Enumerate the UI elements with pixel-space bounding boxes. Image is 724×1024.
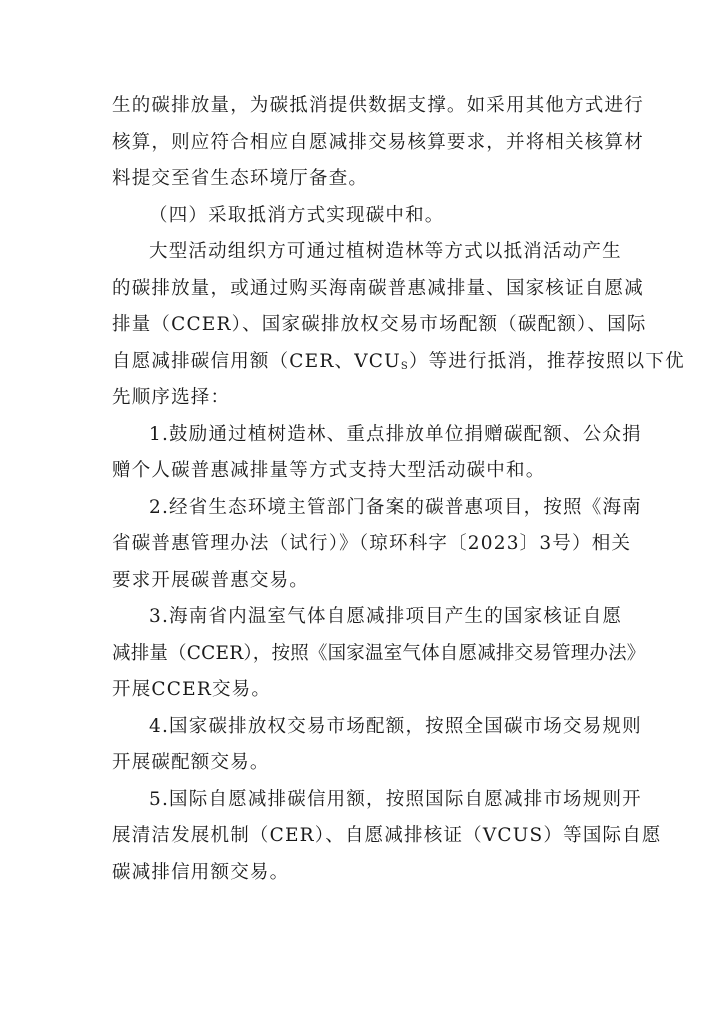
- item-4: [112, 709, 642, 782]
- section-heading: （四）采取抵消方式实现碳中和。: [149, 204, 445, 226]
- text-line: 减排量（CCER），按照《国家温室气体自愿减排交易管理办法》: [112, 642, 646, 664]
- section-heading-4: [112, 198, 622, 235]
- text-line: 4.国家碳排放权交易市场配额，按照全国碳市场交易规则: [149, 715, 642, 737]
- text-line: 排量（CCER）、国家碳排放权交易市场配额（碳配额）、国际: [112, 314, 647, 335]
- text-line: 的碳排放量，或通过购买海南碳普惠减排量、国家核证自愿减: [112, 277, 644, 299]
- text-line: 赠个人碳普惠减排量等方式支持大型活动碳中和。: [112, 460, 546, 481]
- text-segment: ）等进行抵消，推荐按照以下优: [408, 350, 685, 372]
- text-line: 大型活动组织方可通过植树造林等方式以抵消活动产生: [149, 241, 622, 262]
- subscript: S: [400, 360, 409, 372]
- text-line: 碳减排信用额交易。: [112, 861, 290, 883]
- text-line: 1.鼓励通过植树造林、重点排放单位捐赠碳配额、公众捐: [149, 423, 642, 445]
- text-line: 料提交至省生态环境厅备查。: [112, 168, 369, 189]
- paragraph-continuation: [112, 88, 644, 198]
- item-1: [112, 417, 642, 490]
- text-line: 先顺序选择：: [112, 387, 231, 408]
- item-2: [112, 490, 642, 600]
- text-line: 核算，则应符合相应自愿减排交易核算要求，并将相关核算材: [112, 131, 644, 153]
- text-line: 5.国际自愿减排碳信用额，按照国际自愿减排市场规则开: [149, 788, 642, 810]
- text-line: 开展碳配额交易。: [112, 752, 270, 773]
- text-line: 省碳普惠管理办法（试行）》（琼环科字〔2023〕3号）相关: [112, 533, 632, 554]
- text-line: 要求开展碳普惠交易。: [112, 569, 310, 591]
- item-5: [112, 782, 662, 892]
- text-segment: 自愿减排碳信用额（CER、VCU: [112, 350, 401, 372]
- item-3: [112, 599, 646, 709]
- paragraph-offset-methods: [112, 234, 685, 417]
- text-line-with-subscript: [112, 344, 685, 381]
- text-line: 3.海南省内温室气体自愿减排项目产生的国家核证自愿: [149, 606, 623, 627]
- text-line: 2.经省生态环境主管部门备案的碳普惠项目，按照《海南: [149, 496, 642, 518]
- text-line: 开展CCER交易。: [112, 679, 272, 700]
- text-line: 生的碳排放量，为碳抵消提供数据支撑。如采用其他方式进行: [112, 95, 644, 116]
- text-line: 展清洁发展机制（CER）、自愿减排核证（VCUS）等国际自愿: [112, 825, 662, 846]
